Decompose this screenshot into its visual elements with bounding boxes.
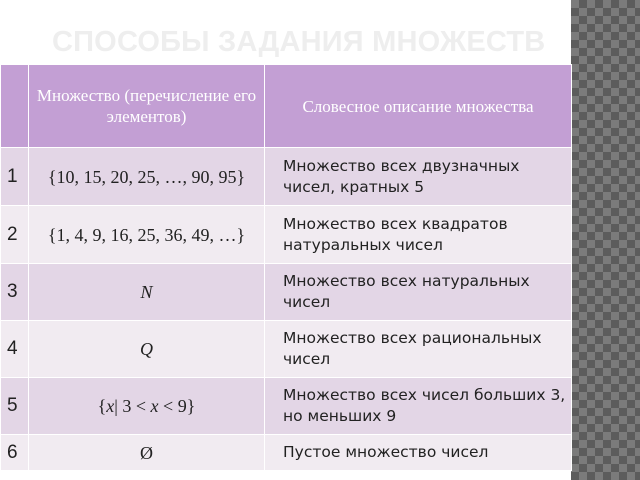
set-enumeration: {1, 4, 9, 16, 25, 36, 49, …} [29, 206, 265, 264]
set-brace-close: < 9} [158, 396, 196, 416]
set-description: Пустое множество чисел [265, 435, 572, 471]
set-symbol-natural: N [140, 282, 153, 302]
sets-table [0, 64, 572, 471]
table-row [1, 378, 572, 435]
row-number: 1 [1, 148, 29, 206]
set-symbol-rational: Q [140, 339, 153, 359]
set-description: Множество всех двузначных чисел, кратных 5 [265, 148, 572, 206]
set-description: Множество всех чисел больших 3, но меньших 9 [265, 378, 572, 435]
decorative-pattern-strip [571, 0, 640, 480]
table-row [1, 435, 572, 471]
set-enumeration: {10, 15, 20, 25, …, 90, 95} [29, 148, 265, 206]
row-number: 3 [1, 264, 29, 321]
set-description: Множество всех натуральных чисел [265, 264, 572, 321]
table-header-row [1, 65, 572, 148]
row-number: 6 [1, 435, 29, 471]
set-brace-open: { [97, 396, 107, 416]
table-row [1, 206, 572, 264]
set-variable: x [106, 396, 115, 416]
set-enumeration [29, 264, 265, 321]
row-number: 2 [1, 206, 29, 264]
table-row [1, 148, 572, 206]
table-row [1, 264, 572, 321]
set-variable: x [150, 396, 159, 416]
set-enumeration: Ø [29, 435, 265, 471]
row-number: 4 [1, 321, 29, 378]
set-description: Множество всех рациональных чисел [265, 321, 572, 378]
set-description: Множество всех квадратов натуральных чисел [265, 206, 572, 264]
slide-title: СПОСОБЫ ЗАДАНИЯ МНОЖЕСТВ [52, 26, 546, 58]
header-set-enumeration: Множество (перечисление его элементов) [29, 65, 265, 148]
row-number: 5 [1, 378, 29, 435]
set-condition: | 3 < [114, 396, 151, 416]
header-verbal-description: Словесное описание множества [265, 65, 572, 148]
set-enumeration [29, 321, 265, 378]
table-row [1, 321, 572, 378]
set-enumeration [29, 378, 265, 435]
header-number [1, 65, 29, 148]
